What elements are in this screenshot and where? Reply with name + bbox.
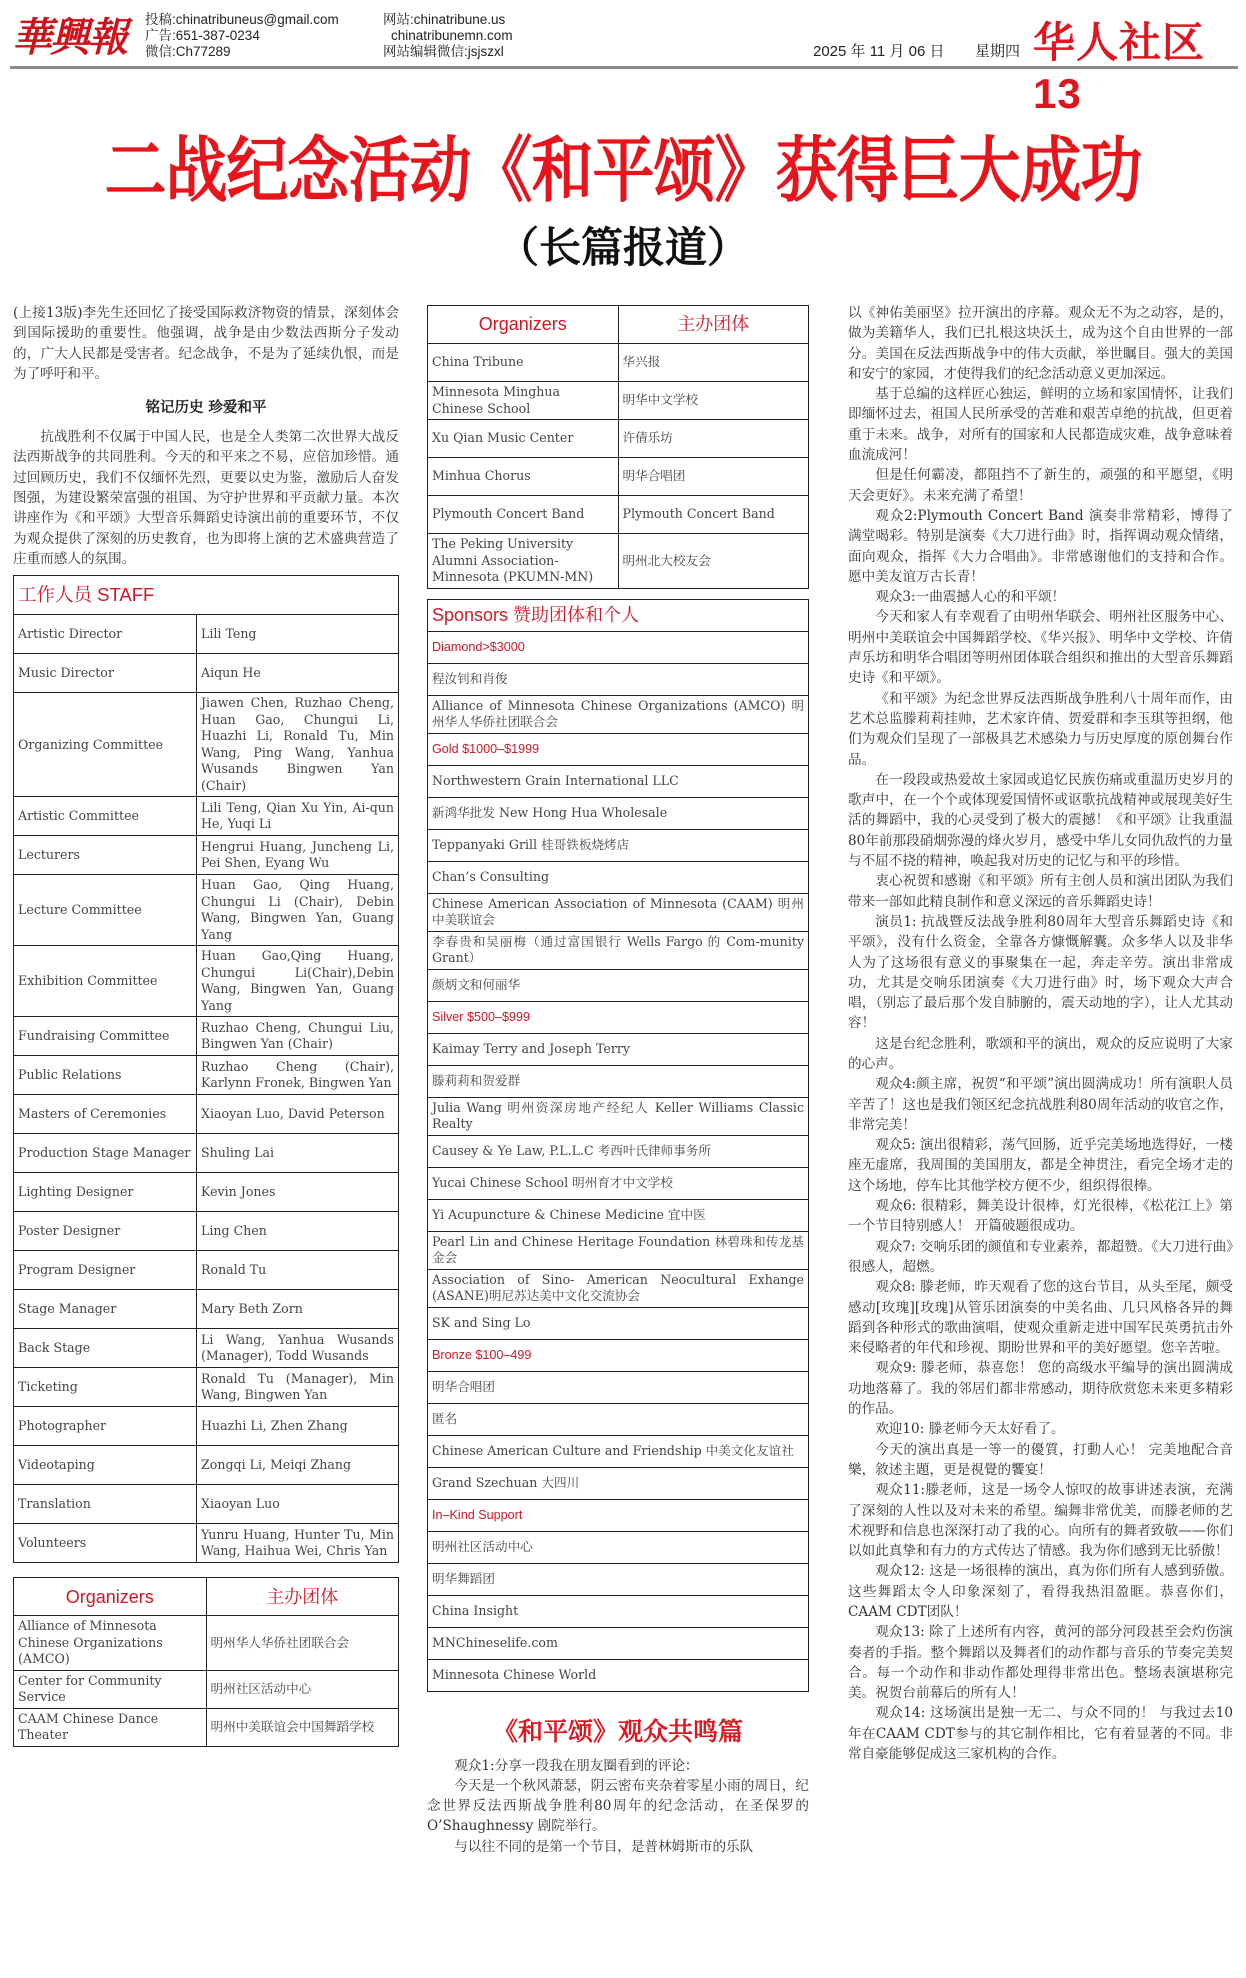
sponsor-row (428, 1435, 809, 1467)
organizer-name-en: The Peking University Alumni Association-Minnesota (PKUMN-MN) (428, 534, 619, 589)
right-column (848, 303, 1233, 1764)
organizer-row (428, 382, 809, 420)
organizer-row (428, 458, 809, 496)
staff-names: Yunru Huang, Hunter Tu, Min Wang, Haihua Wei, Chris Yan (197, 1524, 399, 1563)
organizer-row (428, 534, 809, 589)
organizers-middle-body (428, 344, 809, 589)
contact-editor-wechat: 网站编辑微信:jsjszxl (383, 44, 504, 59)
staff-row (14, 693, 399, 797)
organizer-name-zh: 明州北大校友会 (618, 534, 809, 589)
sponsors-table (427, 599, 809, 1692)
audience-comment-paragraph: 观众11:滕老师，这是一场令人惊叹的故事讲述表演，充满了深刻的人性以及对未来的希望。编舞非常优美，而滕老师的艺术视野和信息也深深打动了我的心。向所有的舞者致敬——你们以如此真挚和有力的方式传达了情感。我为你们感到无比骄傲！ (848, 1482, 1233, 1560)
staff-names: Lili Teng, Qian Xu Yin, Ai-qun He, Yuqi Li (197, 797, 399, 836)
staff-row (14, 1212, 399, 1251)
sponsor-row (428, 829, 809, 861)
sponsor-row (428, 1231, 809, 1269)
staff-names: Aiqun He (197, 654, 399, 693)
sponsor-name: Association of Sino- American Neocultural Exhange (ASANE)明尼苏达美中文化交流协会 (428, 1269, 809, 1307)
issue-weekday: 星期四 (975, 43, 1021, 60)
sponsor-row (428, 1307, 809, 1339)
audience-comment-paragraph: 观众8: 滕老师，昨天观看了您的这台节目，从头至尾，颇受感动[玫瑰][玫瑰]从管乐团演奏的中美名曲、几只风格各异的舞蹈到各种形式的歌曲演唱，使观众重新走进中国军民英勇抗击外来侵略者的年代和珍视、期盼世界和平的美好愿望。您辛苦啦。 (848, 1279, 1233, 1357)
organizers-header-zh: 主办团体 (618, 306, 809, 344)
staff-role: Program Designer (14, 1251, 197, 1290)
sponsor-name: Alliance of Minnesota Chinese Organizations (AMCO) 明州华人华侨社团联合会 (428, 695, 809, 733)
sponsor-row (428, 969, 809, 1001)
sponsor-row (428, 1627, 809, 1659)
history-paragraph: 抗战胜利不仅属于中国人民，也是全人类第二次世界大战反法西斯战争的共同胜利。今天的和平来之不易，应倍加珍惜。通过回顾历史，我们不仅缅怀先烈，更要以史为鉴，激励后人奋发图强，为建设繁荣富强的祖国、为守护世界和平贡献力量。本次讲座作为《和平颂》大型音乐舞蹈史诗演出前的重要环节，不仅为观众提供了深刻的历史教育，也为即将上演的艺术盛典营造了庄重而感人的氛围。 (13, 429, 399, 567)
headline: 二战纪念活动《和平颂》获得巨大成功 (104, 128, 1142, 213)
organizer-name-zh: 明州社区活动中心 (206, 1670, 399, 1708)
staff-role: Fundraising Committee (14, 1017, 197, 1056)
staff-row (14, 1290, 399, 1329)
staff-role: Production Stage Manager (14, 1134, 197, 1173)
audience-paragraph: 与以往不同的是第一个节目，是普林姆斯市的乐队 (454, 1838, 754, 1855)
sponsor-name: Yucai Chinese School 明州育才中文学校 (428, 1167, 809, 1199)
organizer-name-zh: 明州中美联谊会中国舞蹈学校 (206, 1708, 399, 1746)
sponsor-row (428, 1531, 809, 1563)
sponsor-name: Northwestern Grain International LLC (428, 765, 809, 797)
sponsor-tier-row (428, 1339, 809, 1371)
sponsor-tier-row (428, 631, 809, 663)
staff-row (14, 1173, 399, 1212)
staff-row (14, 1056, 399, 1095)
sponsor-row (428, 663, 809, 695)
section-page-title: 华人社区 13 (1033, 19, 1206, 117)
staff-row (14, 1524, 399, 1563)
sponsor-row (428, 1467, 809, 1499)
contact-ad-phone: 广告:651-387-0234 (145, 28, 260, 43)
sponsors-table-title: Sponsors 赞助团体和个人 (428, 599, 809, 631)
staff-names: Jiawen Chen, Ruzhao Cheng, Huan Gao, Chungui Li, Huazhi Li, Ronald Tu, Min Wang, Ping Wang, Yanhua Wusands Bingwen Yan (Chair) (197, 693, 399, 797)
sponsor-row (428, 1065, 809, 1097)
staff-role: Exhibition Committee (14, 946, 197, 1017)
staff-role: Public Relations (14, 1056, 197, 1095)
organizers-table-left (13, 1577, 399, 1747)
organizer-name-en: Xu Qian Music Center (428, 420, 619, 458)
organizer-name-en: Center for Community Service (14, 1670, 207, 1708)
contact-info-right (383, 12, 513, 60)
sponsor-row (428, 1595, 809, 1627)
staff-role: Volunteers (14, 1524, 197, 1563)
sponsor-row (428, 1563, 809, 1595)
audience-comment-paragraph: 今天的演出真是一等一的優質，打動人心！ 完美地配合音樂，敘述主題，更是視覺的饗宴！ (848, 1441, 1233, 1478)
staff-names: Ronald Tu (Manager), Min Wang, Bingwen Yan (197, 1368, 399, 1407)
sponsor-name: 明华舞蹈团 (428, 1563, 809, 1595)
section-subheading: 铭记历史 珍爱和平 (145, 400, 267, 417)
sponsor-name: Chan’s Consulting (428, 861, 809, 893)
audience-comment-paragraph: 观众5: 演出很精彩，荡气回肠，近乎完美场地选得好，一楼座无虚席，我周围的美国朋友，都是全神贯注，看完全场才走的 这个场地，停车比其他学校方便不少，组织得很棒。 (848, 1137, 1233, 1194)
audience-comment-paragraph: 观众7: 交响乐团的颜值和专业素养，都超赞。《大刀进行曲》很感人，超燃。 (848, 1238, 1233, 1275)
audience-comment-paragraph: 观众13: 除了上述所有内容，黄河的部分河段甚至会灼伤演奏者的手指。整个舞蹈以及舞者们的动作都与音乐的节奏完美契合。每一个动作和非动作都处理得非常出色。整场表演堪称完美。祝贺台前幕后的所有人！ (848, 1624, 1233, 1702)
staff-names: Huazhi Li, Zhen Zhang (197, 1407, 399, 1446)
staff-names: Xiaoyan Luo, David Peterson (197, 1095, 399, 1134)
staff-names: Zongqi Li, Meiqi Zhang (197, 1446, 399, 1485)
sponsor-tier-label: Bronze $100–499 (428, 1339, 809, 1371)
sponsor-name: Pearl Lin and Chinese Heritage Foundation 林碧珠和传龙基金会 (428, 1231, 809, 1269)
contact-email: 投稿:chinatribuneus@gmail.com (145, 12, 339, 27)
audience-comment-paragraph: 但是任何霸凌，都阻挡不了新生的，顽强的和平愿望，《明天会更好》。未来充满了希望！ (848, 467, 1233, 504)
sponsor-name: 明州社区活动中心 (428, 1531, 809, 1563)
sponsor-row (428, 1167, 809, 1199)
sponsor-row (428, 1199, 809, 1231)
staff-names: Li Wang, Yanhua Wusands (Manager), Todd Wusands (197, 1329, 399, 1368)
organizers-header-zh: 主办团体 (206, 1578, 399, 1616)
staff-table-body (14, 615, 399, 1563)
sponsor-row (428, 1659, 809, 1691)
staff-row (14, 1134, 399, 1173)
organizers-table-middle (427, 305, 809, 589)
sponsor-name: Chinese American Association of Minnesota (CAAM) 明州中美联谊会 (428, 893, 809, 931)
staff-role: Videotaping (14, 1446, 197, 1485)
sponsor-name: Chinese American Culture and Friendship 中美文化友谊社 (428, 1435, 809, 1467)
audience-comment-paragraph: 观众14: 这场演出是独一无二、与众不同的！ 与我过去10年在CAAM CDT参与的其它制作相比，它有着显著的不同。非常自豪能够促成这三家机构的合作。 (848, 1705, 1233, 1763)
staff-table-title: 工作人员 STAFF (14, 576, 399, 615)
audience-comment-paragraph: 基于总编的这样匠心独运，鲜明的立场和家国情怀，让我们即缅怀过去，祖国人民所承受的苦难和艰苦卓绝的抗战，但更着重于未来。战争，对所有的国家和人民都造成灾难，战争意味着血流成河！ (848, 386, 1233, 464)
staff-row (14, 615, 399, 654)
organizers-header-en: Organizers (428, 306, 619, 344)
contact-wechat: 微信:Ch77289 (145, 44, 231, 59)
sponsor-name: Julia Wang 明州资深房地产经纪人 Keller Williams Classic Realty (428, 1097, 809, 1135)
sponsor-tier-label: In–Kind Support (428, 1499, 809, 1531)
sponsor-name: Kaimay Terry and Joseph Terry (428, 1033, 809, 1065)
organizers-left-body (14, 1616, 399, 1747)
audience-comment-paragraph: 观众4:颜主席，祝贺“和平颂”演出圆满成功！所有演职人员辛苦了！这也是我们领区纪念抗战胜利80周年活动的收官之作，非常完美！ (848, 1076, 1233, 1133)
organizer-name-zh: Plymouth Concert Band (618, 496, 809, 534)
sponsor-name: Grand Szechuan 大四川 (428, 1467, 809, 1499)
sponsor-name: MNChineselife.com (428, 1627, 809, 1659)
sponsor-row (428, 861, 809, 893)
history-text (13, 427, 399, 569)
sponsor-tier-row (428, 1499, 809, 1531)
staff-role: Lecture Committee (14, 875, 197, 946)
sponsor-name: 滕莉莉和贺爱群 (428, 1065, 809, 1097)
audience-comment-paragraph: 演员1: 抗战暨反法战争胜利80周年大型音乐舞蹈史诗《和平颂》，没有什么资金，全靠各方慷慨解囊。众多华人以及非华人为了这场很有意义的事聚集在一起，奔走辛劳。演出非常成功，尤其是交响乐团演奏《大刀进行曲》时，场下观众大声合唱，（别忘了最后那个发自肺腑的，震天动地的字），让人尤其动容！ (848, 913, 1233, 1032)
sponsor-row (428, 1403, 809, 1435)
staff-row (14, 1407, 399, 1446)
staff-row (14, 1017, 399, 1056)
organizer-name-en: Minnesota Minghua Chinese School (428, 382, 619, 420)
audience-section-title: 《和平颂》观众共鸣篇 (492, 1716, 743, 1746)
staff-names: Xiaoyan Luo (197, 1485, 399, 1524)
staff-role: Back Stage (14, 1329, 197, 1368)
audience-comment-paragraph: 今天和家人有幸观看了由明州华联会、明州社区服务中心、明州中美联谊会中国舞蹈学校、《华兴报》、明华中文学校、许倩声乐坊和明华合唱团等明州团体联合组织和推出的大型音乐舞蹈史诗《和平颂》。 (848, 609, 1233, 687)
sponsor-row (428, 1371, 809, 1403)
staff-role: Music Director (14, 654, 197, 693)
staff-names: Shuling Lai (197, 1134, 399, 1173)
staff-row (14, 836, 399, 875)
audience-comment-paragraph: 《和平颂》为纪念世界反法西斯战争胜利八十周年而作，由艺术总监滕莉莉挂帅，艺术家许倩、贺爱群和李玉琪等担纲，他们为观众们呈现了一部极具艺术感染力与历史厚度的原创舞台作品。 (848, 690, 1233, 768)
staff-row (14, 1329, 399, 1368)
sponsor-tier-row (428, 733, 809, 765)
organizer-name-zh: 明华中文学校 (618, 382, 809, 420)
staff-row (14, 1485, 399, 1524)
contact-website: 网站:chinatribune.us (383, 12, 506, 27)
staff-names: Hengrui Huang, Juncheng Li, Pei Shen, Eyang Wu (197, 836, 399, 875)
organizer-name-en: Alliance of Minnesota Chinese Organizations (AMCO) (14, 1616, 207, 1671)
audience-text (427, 1756, 809, 1857)
staff-role: Lighting Designer (14, 1173, 197, 1212)
organizer-name-zh: 明州华人华侨社团联合会 (206, 1616, 399, 1671)
left-column (13, 303, 399, 1747)
sponsor-row (428, 1033, 809, 1065)
audience-comment-paragraph: 在一段段或热爱故土家园或追忆民族伤痛或重温历史岁月的歌声中，在一个个或体现爱国情怀或讴歌抗战精神或展现美好生活的舞蹈中，我的心灵受到了极大的震撼！《和平颂》让我重温80年前那段硝烟弥漫的烽火岁月，感受中华儿女同仇敌忾的力量与不屈不挠的精神，唤起我对历史的记忆与和平的珍惜。 (848, 771, 1233, 870)
audience-comment-paragraph: 观众12: 这是一场很棒的演出，真为你们所有人感到骄傲。这些舞蹈太令人印象深刻了，看得我热泪盈眶。恭喜你们，CAAM CDT团队！ (848, 1563, 1233, 1620)
sponsor-name: 李春贵和吴丽梅（通过富国银行 Wells Fargo 的 Com-munity Grant） (428, 931, 809, 969)
sponsor-name: Minnesota Chinese World (428, 1659, 809, 1691)
organizer-row (428, 344, 809, 382)
audience-comment-paragraph: 这是台纪念胜利，歌颂和平的演出，观众的反应说明了大家的心声。 (848, 1035, 1233, 1072)
sponsor-name: 新鸿华批发 New Hong Hua Wholesale (428, 797, 809, 829)
staff-row (14, 654, 399, 693)
staff-names: Ronald Tu (197, 1251, 399, 1290)
sponsor-row (428, 695, 809, 733)
sponsor-row (428, 1135, 809, 1167)
sponsor-name: SK and Sing Lo (428, 1307, 809, 1339)
organizer-name-en: Plymouth Concert Band (428, 496, 619, 534)
subheadline: （长篇报道） (496, 223, 749, 272)
staff-role: Artistic Committee (14, 797, 197, 836)
sponsor-name: 程汝钊和肖俊 (428, 663, 809, 695)
staff-row (14, 1368, 399, 1407)
sponsor-name: 明华合唱团 (428, 1371, 809, 1403)
audience-comment-paragraph: 观众9: 滕老师，恭喜您！ 您的高级水平编导的演出圆满成功地落幕了。我的邻居们都非常感动，期待欣赏您未来更多精彩的作品。 (848, 1360, 1233, 1418)
audience-comment-paragraph: 衷心祝贺和感谢《和平颂》所有主创人员和演出团队为我们带来一部如此精良制作和意义深远的音乐舞蹈史诗！ (848, 873, 1233, 910)
audience-comment-paragraph: 观众3:一曲震撼人心的和平颂！ (875, 589, 1066, 606)
staff-names: Lili Teng (197, 615, 399, 654)
sponsor-name: Causey & Ye Law, P.L.L.C 考西叶氏律师事务所 (428, 1135, 809, 1167)
organizer-row (14, 1670, 399, 1708)
sponsor-name: Yi Acupuncture & Chinese Medicine 宜中医 (428, 1199, 809, 1231)
staff-names: Kevin Jones (197, 1173, 399, 1212)
sponsor-row (428, 893, 809, 931)
audience-comment-paragraph: 以《神佑美丽坚》拉开演出的序幕。观众无不为之动容，是的，做为美籍华人，我们已扎根这块沃土，成为这个自由世界的一部分。美国在反法西斯战争中的伟大贡献，举世瞩目。强大的美国和安宁的家园，才使得我们的纪念活动意义更加深远。 (848, 305, 1233, 382)
sponsor-tier-label: Silver $500–$999 (428, 1001, 809, 1033)
staff-role: Translation (14, 1485, 197, 1524)
issue-date: 2025 年 11 月 06 日 (813, 43, 945, 60)
sponsor-row (428, 931, 809, 969)
staff-names: Ling Chen (197, 1212, 399, 1251)
newspaper-logo: 華興報 (12, 14, 126, 61)
staff-names: Ruzhao Cheng (Chair), Karlynn Fronek, Bingwen Yan (197, 1056, 399, 1095)
organizer-name-en: China Tribune (428, 344, 619, 382)
contact-info-left (145, 12, 339, 60)
staff-role: Ticketing (14, 1368, 197, 1407)
audience-paragraph: 观众1:分享一段我在朋友圈看到的评论： (454, 1757, 699, 1774)
sponsor-name: China Insight (428, 1595, 809, 1627)
organizers-header-en: Organizers (14, 1578, 207, 1616)
staff-role: Organizing Committee (14, 693, 197, 797)
staff-role: Masters of Ceremonies (14, 1095, 197, 1134)
organizer-name-zh: 许倩乐坊 (618, 420, 809, 458)
audience-comment-paragraph: 欢迎10: 滕老师今天太好看了。 (875, 1421, 1065, 1438)
staff-row (14, 1446, 399, 1485)
middle-column (427, 305, 809, 1857)
organizer-row (14, 1708, 399, 1746)
sponsor-row (428, 1269, 809, 1307)
masthead (0, 0, 1246, 117)
organizer-name-zh: 华兴报 (618, 344, 809, 382)
audience-paragraph: 今天是一个秋风萧瑟，阴云密布夹杂着零星小雨的周日，纪念世界反法西斯战争胜利80周年的纪念活动，在圣保罗的O’Shaughnessy 剧院举行。 (427, 1777, 809, 1835)
staff-names: Huan Gao, Qing Huang, Chungui Li (Chair), Debin Wang, Bingwen Yan, Guang Yang (197, 875, 399, 946)
contact-website-2: chinatribunemn.com (391, 28, 513, 43)
staff-role: Stage Manager (14, 1290, 197, 1329)
organizer-name-en: Minhua Chorus (428, 458, 619, 496)
organizer-row (14, 1616, 399, 1671)
staff-table (13, 575, 399, 1563)
organizer-row (428, 420, 809, 458)
intro-text (13, 303, 399, 384)
sponsor-row (428, 797, 809, 829)
staff-names: Huan Gao,Qing Huang, Chungui Li(Chair),Debin Wang, Bingwen Yan, Guang Yang (197, 946, 399, 1017)
staff-role: Poster Designer (14, 1212, 197, 1251)
staff-row (14, 1095, 399, 1134)
sponsor-name: 颜炳文和何丽华 (428, 969, 809, 1001)
staff-role: Lecturers (14, 836, 197, 875)
sponsor-name: 匿名 (428, 1403, 809, 1435)
sponsor-tier-label: Gold $1000–$1999 (428, 733, 809, 765)
organizer-name-zh: 明华合唱团 (618, 458, 809, 496)
intro-paragraph: (上接13版)李先生还回忆了接受国际救济物资的情景，深刻体会到国际援助的重要性。他强调，战争是由少数法西斯分子发动的，广大人民都是受害者。纪念战争，不是为了延续仇恨，而是为了呼吁和平。 (13, 305, 399, 382)
staff-row (14, 875, 399, 946)
audience-comment-paragraph: 观众6: 很精彩，舞美设计很棒，灯光很棒，《松花江上》第一个节目特别感人！ 开篇破题很成功。 (848, 1198, 1233, 1235)
organizer-name-en: CAAM Chinese Dance Theater (14, 1708, 207, 1746)
sponsor-tier-label: Diamond>$3000 (428, 631, 809, 663)
staff-row (14, 1251, 399, 1290)
sponsor-row (428, 1097, 809, 1135)
staff-role: Photographer (14, 1407, 197, 1446)
staff-role: Artistic Director (14, 615, 197, 654)
staff-names: Ruzhao Cheng, Chungui Liu, Bingwen Yan (Chair) (197, 1017, 399, 1056)
sponsors-table-body (428, 631, 809, 1691)
sponsor-tier-row (428, 1001, 809, 1033)
sponsor-row (428, 765, 809, 797)
header-divider (10, 66, 1238, 69)
staff-row (14, 946, 399, 1017)
organizer-row (428, 496, 809, 534)
audience-comment-paragraph: 观众2:Plymouth Concert Band 演奏非常精彩，博得了满堂喝彩。特别是演奏《大刀进行曲》时，指挥调动观众情绪，面向观众，指挥《大力合唱曲》。非常感谢他们的支持和合作。愿中美友谊万古长青！ (848, 507, 1233, 585)
staff-names: Mary Beth Zorn (197, 1290, 399, 1329)
staff-row (14, 797, 399, 836)
sponsor-name: Teppanyaki Grill 桂哥铁板烧烤店 (428, 829, 809, 861)
